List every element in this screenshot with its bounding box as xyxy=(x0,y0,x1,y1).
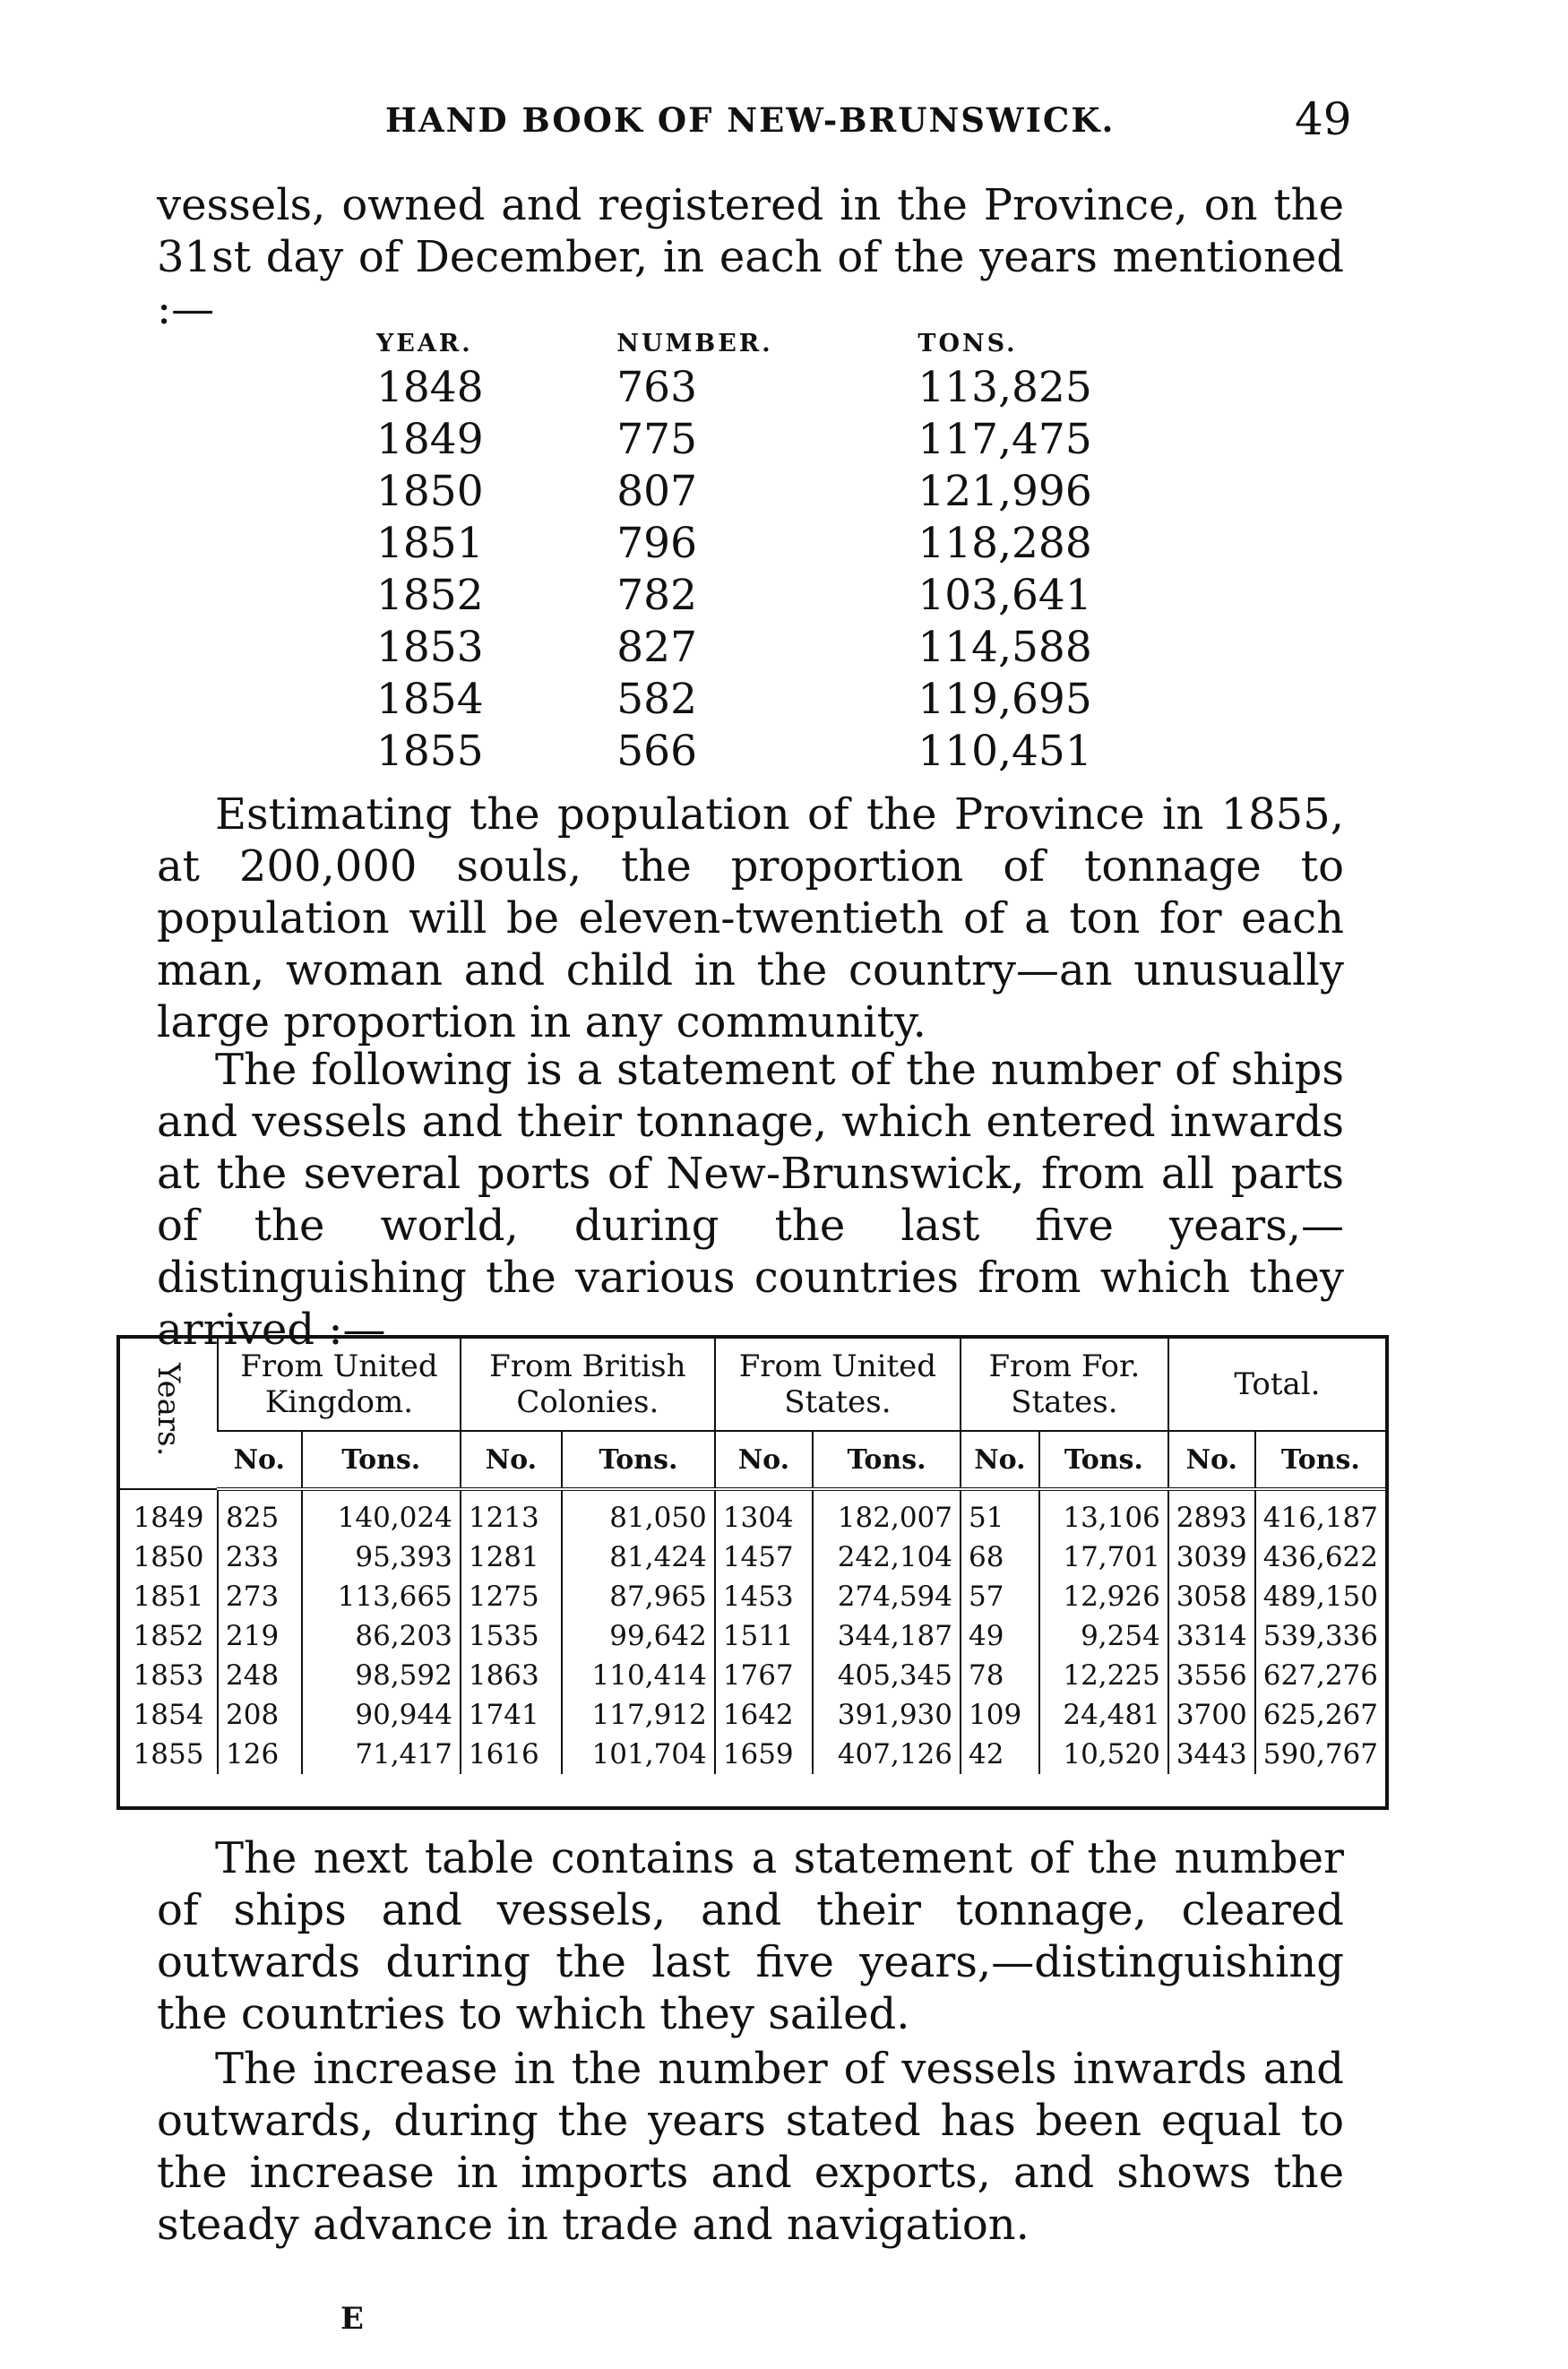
tons-cell: 10,520 xyxy=(1039,1735,1168,1774)
intro-paragraph: vessels, owned and registered in the Province, on the 31st day of December, in each of the years mentioned :— xyxy=(157,180,1344,334)
year-cell: 1850 xyxy=(376,467,484,516)
no-subheader: No. xyxy=(461,1431,562,1489)
tons-cell: 110,414 xyxy=(562,1656,715,1695)
registered-vessels-table xyxy=(376,330,1201,778)
united-states-header: From United States. xyxy=(715,1339,961,1431)
following-paragraph: The following is a statement of the number of ships and vessels and their tonnage, which entered inwards at the several ports of New-Brunswick, from all parts of the world, during the last five years,—distinguishing the various countries from which they arrived :— xyxy=(157,1045,1344,1355)
number-cell: 51 xyxy=(961,1489,1039,1538)
tons-cell: 95,393 xyxy=(302,1538,461,1577)
number-cell: 1304 xyxy=(715,1489,813,1538)
number-cell: 1535 xyxy=(461,1616,562,1656)
tons-cell: 274,594 xyxy=(813,1577,961,1616)
number-header: NUMBER. xyxy=(616,330,773,358)
table-row xyxy=(376,466,1201,518)
tons-cell: 24,481 xyxy=(1039,1695,1168,1735)
table-row xyxy=(376,622,1201,674)
number-cell: 3443 xyxy=(1168,1735,1255,1774)
tons-cell: 71,417 xyxy=(302,1735,461,1774)
number-cell: 1616 xyxy=(461,1735,562,1774)
tons-subheader: Tons. xyxy=(302,1431,461,1489)
tons-cell: 12,926 xyxy=(1039,1577,1168,1616)
tons-cell: 90,944 xyxy=(302,1695,461,1735)
group-header-row xyxy=(120,1339,1385,1431)
number-cell: 1741 xyxy=(461,1695,562,1735)
year-cell: 1852 xyxy=(376,571,484,620)
table-row xyxy=(376,362,1201,414)
number-cell: 1281 xyxy=(461,1538,562,1577)
tons-cell: 98,592 xyxy=(302,1656,461,1695)
tons-subheader: Tons. xyxy=(1039,1431,1168,1489)
inwards-table-body xyxy=(120,1489,1385,1774)
table-row xyxy=(120,1489,1385,1538)
tons-cell: 118,288 xyxy=(918,519,1092,568)
year-cell: 1848 xyxy=(376,363,484,412)
number-cell: 1511 xyxy=(715,1616,813,1656)
year-cell: 1849 xyxy=(376,415,484,464)
tons-cell: 625,267 xyxy=(1255,1695,1385,1735)
no-subheader: No. xyxy=(961,1431,1039,1489)
number-cell: 566 xyxy=(616,727,697,776)
tons-cell: 489,150 xyxy=(1255,1577,1385,1616)
no-subheader: No. xyxy=(1168,1431,1255,1489)
tons-cell: 117,912 xyxy=(562,1695,715,1735)
table-header xyxy=(376,330,1201,362)
inwards-table-grid xyxy=(120,1339,1385,1774)
number-cell: 782 xyxy=(616,571,697,620)
page-number: 49 xyxy=(1295,93,1352,145)
year-cell: 1850 xyxy=(133,1541,204,1573)
number-cell: 1659 xyxy=(715,1735,813,1774)
tons-cell: 539,336 xyxy=(1255,1616,1385,1656)
tons-cell: 101,704 xyxy=(562,1735,715,1774)
year-cell: 1853 xyxy=(376,623,484,672)
tons-cell: 119,695 xyxy=(918,675,1092,724)
table-row xyxy=(120,1656,1385,1695)
year-cell: 1855 xyxy=(133,1738,204,1770)
tons-subheader: Tons. xyxy=(1255,1431,1385,1489)
tons-cell: 13,106 xyxy=(1039,1489,1168,1538)
year-cell: 1853 xyxy=(133,1659,204,1692)
tons-cell: 114,588 xyxy=(918,623,1092,672)
number-cell: 68 xyxy=(961,1538,1039,1577)
table-body xyxy=(376,362,1201,778)
tons-cell: 81,050 xyxy=(562,1489,715,1538)
british-colonies-header: From British Colonies. xyxy=(461,1339,715,1431)
number-cell: 1453 xyxy=(715,1577,813,1616)
tons-cell: 86,203 xyxy=(302,1616,461,1656)
table-row xyxy=(120,1538,1385,1577)
tons-cell: 627,276 xyxy=(1255,1656,1385,1695)
number-cell: 1213 xyxy=(461,1489,562,1538)
number-cell: 208 xyxy=(218,1695,302,1735)
estimating-paragraph: Estimating the population of the Province in 1855, at 200,000 souls, the proportion of tonnage to population will be eleven-twentieth of a ton for each man, woman and child in the country—an unusually large proportion in any community. xyxy=(157,789,1344,1047)
number-cell: 1275 xyxy=(461,1577,562,1616)
total-header: Total. xyxy=(1168,1339,1385,1431)
number-cell: 775 xyxy=(616,415,697,464)
number-cell: 3556 xyxy=(1168,1656,1255,1695)
tons-cell: 416,187 xyxy=(1255,1489,1385,1538)
running-head xyxy=(0,93,1568,154)
years-header xyxy=(120,1339,218,1489)
number-cell: 1863 xyxy=(461,1656,562,1695)
tons-cell: 436,622 xyxy=(1255,1538,1385,1577)
no-subheader: No. xyxy=(715,1431,813,1489)
table-row xyxy=(376,414,1201,466)
table-row xyxy=(376,674,1201,726)
number-cell: 78 xyxy=(961,1656,1039,1695)
tons-cell: 407,126 xyxy=(813,1735,961,1774)
signature-mark: E xyxy=(340,2301,364,2337)
number-cell: 273 xyxy=(218,1577,302,1616)
number-cell: 827 xyxy=(616,623,697,672)
running-title: HAND BOOK OF NEW-BRUNSWICK. xyxy=(385,100,1116,140)
sub-header-row xyxy=(120,1431,1385,1489)
tons-cell: 344,187 xyxy=(813,1616,961,1656)
number-cell: 3700 xyxy=(1168,1695,1255,1735)
number-cell: 3058 xyxy=(1168,1577,1255,1616)
table-row xyxy=(376,726,1201,778)
number-cell: 57 xyxy=(961,1577,1039,1616)
tons-cell: 99,642 xyxy=(562,1616,715,1656)
number-cell: 2893 xyxy=(1168,1489,1255,1538)
increase-paragraph: The increase in the number of vessels inwards and outwards, during the years stated has been equal to the increase in imports and exports, and shows the steady advance in trade and navigation. xyxy=(157,2044,1344,2250)
tons-cell: 81,424 xyxy=(562,1538,715,1577)
next-paragraph: The next table contains a statement of the number of ships and vessels, and their tonnage, cleared outwards during the last five years,—distinguishing the countries to which they sailed. xyxy=(157,1833,1344,2039)
number-cell: 248 xyxy=(218,1656,302,1695)
tons-cell: 121,996 xyxy=(918,467,1092,516)
number-cell: 49 xyxy=(961,1616,1039,1656)
tons-cell: 110,451 xyxy=(918,727,1092,776)
tons-subheader: Tons. xyxy=(813,1431,961,1489)
tons-cell: 113,665 xyxy=(302,1577,461,1616)
years-label: Years. xyxy=(151,1362,186,1457)
year-cell: 1852 xyxy=(133,1620,204,1652)
tons-cell: 9,254 xyxy=(1039,1616,1168,1656)
number-cell: 219 xyxy=(218,1616,302,1656)
tons-cell: 140,024 xyxy=(302,1489,461,1538)
table-row xyxy=(376,570,1201,622)
number-cell: 109 xyxy=(961,1695,1039,1735)
tons-cell: 405,345 xyxy=(813,1656,961,1695)
foreign-states-header: From For. States. xyxy=(961,1339,1168,1431)
inwards-ships-table xyxy=(116,1335,1389,1810)
number-cell: 42 xyxy=(961,1735,1039,1774)
year-cell: 1854 xyxy=(376,675,484,724)
number-cell: 126 xyxy=(218,1735,302,1774)
number-cell: 233 xyxy=(218,1538,302,1577)
tons-cell: 391,930 xyxy=(813,1695,961,1735)
year-cell: 1851 xyxy=(376,519,484,568)
no-subheader: No. xyxy=(218,1431,302,1489)
tons-cell: 242,104 xyxy=(813,1538,961,1577)
tons-cell: 87,965 xyxy=(562,1577,715,1616)
united-kingdom-header: From United Kingdom. xyxy=(218,1339,461,1431)
year-cell: 1849 xyxy=(133,1501,204,1534)
number-cell: 796 xyxy=(616,519,697,568)
tons-cell: 117,475 xyxy=(918,415,1092,464)
number-cell: 582 xyxy=(616,675,697,724)
tons-cell: 12,225 xyxy=(1039,1656,1168,1695)
number-cell: 763 xyxy=(616,363,697,412)
tons-cell: 113,825 xyxy=(918,363,1092,412)
number-cell: 807 xyxy=(616,467,697,516)
year-cell: 1851 xyxy=(133,1581,204,1613)
number-cell: 1457 xyxy=(715,1538,813,1577)
tons-cell: 103,641 xyxy=(918,571,1092,620)
year-header: YEAR. xyxy=(376,330,473,358)
tons-cell: 182,007 xyxy=(813,1489,961,1538)
tons-subheader: Tons. xyxy=(562,1431,715,1489)
table-row xyxy=(376,518,1201,570)
number-cell: 1642 xyxy=(715,1695,813,1735)
table-row xyxy=(120,1735,1385,1774)
table-row xyxy=(120,1616,1385,1656)
year-cell: 1854 xyxy=(133,1699,204,1731)
number-cell: 1767 xyxy=(715,1656,813,1695)
number-cell: 3314 xyxy=(1168,1616,1255,1656)
table-row xyxy=(120,1695,1385,1735)
table-row xyxy=(120,1577,1385,1616)
number-cell: 825 xyxy=(218,1489,302,1538)
tons-cell: 17,701 xyxy=(1039,1538,1168,1577)
year-cell: 1855 xyxy=(376,727,484,776)
tons-cell: 590,767 xyxy=(1255,1735,1385,1774)
number-cell: 3039 xyxy=(1168,1538,1255,1577)
tons-header: TONS. xyxy=(918,330,1018,358)
